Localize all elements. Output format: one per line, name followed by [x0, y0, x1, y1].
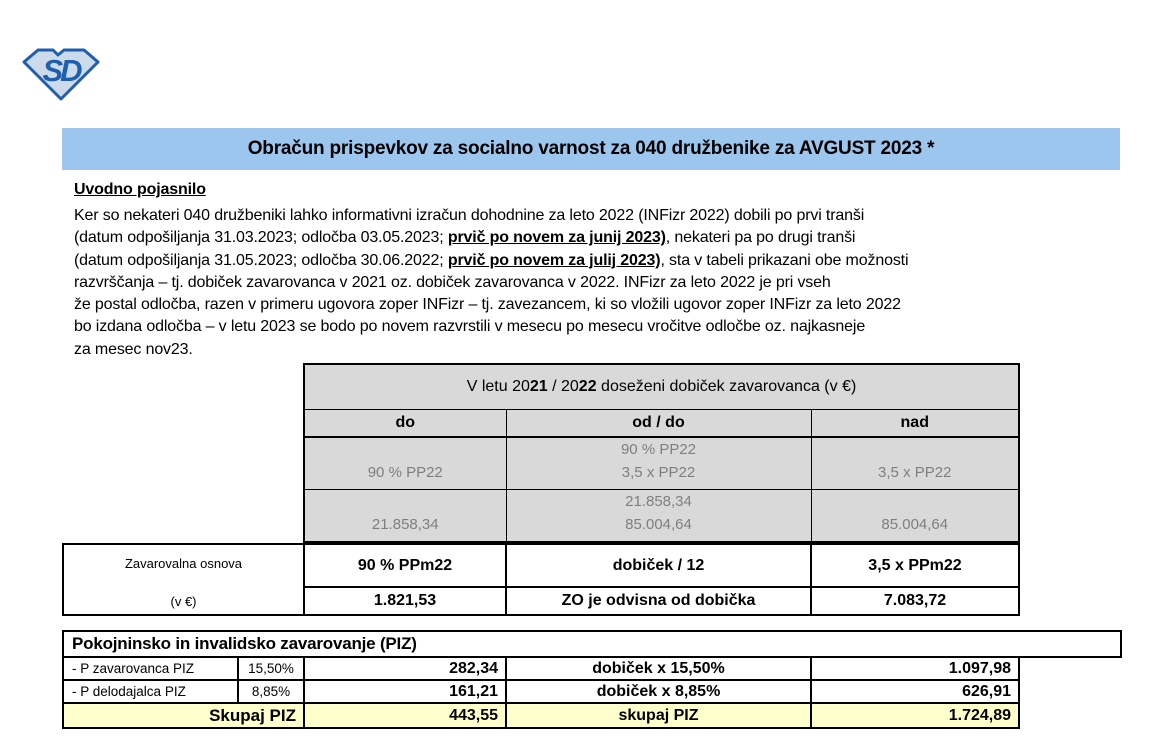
- document-title: Obračun prispevkov za socialno varnost za 040 družbenike za AVGUST 2023 *: [247, 138, 935, 159]
- header-text: / 20: [547, 377, 579, 395]
- header-bold: 22: [578, 377, 597, 395]
- intro-text: (datum odpošiljanja 31.05.2023; odločba 30.06.2022;: [74, 251, 448, 269]
- table-row: [304, 364, 1019, 409]
- intro-line: [74, 250, 908, 272]
- value-cell: 7.083,72: [811, 587, 1019, 615]
- piz-section-header: [62, 630, 1122, 658]
- header-bold: 21: [529, 377, 548, 395]
- formula-text: 3,5 x PP22: [878, 464, 952, 481]
- intro-line: [74, 272, 908, 294]
- intro-text: , nekateri pa po drugi tranši: [665, 229, 856, 247]
- piz-row-total: 1.097,98: [811, 657, 1019, 680]
- piz-row-label: - P delodajalca PIZ: [63, 680, 238, 703]
- formula-cell: 90 % PPm22: [304, 544, 506, 587]
- formula-cell: 3,5 x PPm22: [811, 544, 1019, 587]
- intro-text: (datum odpošiljanja 31.03.2023; odločba 03.05.2023;: [74, 229, 448, 247]
- piz-total-row: [63, 703, 1019, 728]
- formula-cell: dobiček / 12: [506, 544, 811, 587]
- profit-range-header-cell: [304, 364, 1019, 409]
- value-cell: [506, 490, 811, 543]
- table-row: [304, 437, 1019, 490]
- table-row: [304, 409, 1019, 437]
- value-text: 21.858,34: [371, 516, 439, 533]
- intro-line: [74, 227, 908, 249]
- logo-text: SD: [42, 53, 80, 88]
- value-text: 85.004,64: [881, 516, 949, 533]
- intro-text: za mesec nov23.: [74, 340, 193, 358]
- value-cell: [811, 490, 1019, 543]
- formula-text: 90 % PP22: [620, 441, 697, 458]
- piz-table: [62, 656, 1020, 729]
- table-row: [63, 680, 1019, 703]
- column-header-od-do: od / do: [506, 409, 811, 437]
- document-title-bar: [62, 128, 1120, 170]
- column-header-do: do: [304, 409, 506, 437]
- piz-row-rate: 8,85%: [238, 680, 304, 703]
- profit-range-table: [303, 363, 1020, 543]
- value-text: 21.858,34: [625, 493, 692, 510]
- insurance-base-unit: (v €): [170, 594, 197, 609]
- insurance-base-label-cell: [63, 544, 304, 615]
- formula-cell: [811, 437, 1019, 490]
- intro-text: , sta v tabeli prikazani obe možnosti: [660, 251, 909, 269]
- insurance-base-table: [62, 543, 1020, 616]
- value-cell: ZO je odvisna od dobička: [506, 587, 811, 615]
- formula-cell: [506, 437, 811, 490]
- piz-total-label: Skupaj PIZ: [63, 703, 304, 728]
- piz-row-value: 161,21: [304, 680, 506, 703]
- intro-text: že postal odločba, razen v primeru ugovora zoper INFizr – tj. zavezancem, ki so vložili ugovor zoper INFizr za leto 2022: [74, 296, 901, 314]
- piz-row-rate: 15,50%: [238, 657, 304, 680]
- header-text: V letu 20: [466, 377, 530, 395]
- table-row: [63, 544, 1019, 587]
- piz-row-total: 626,91: [811, 680, 1019, 703]
- intro-line: [74, 205, 908, 227]
- value-cell: [304, 490, 506, 543]
- intro-emphasis: prvič po novem za junij 2023): [447, 229, 666, 247]
- table-row: [304, 490, 1019, 543]
- header-text: doseženi dobiček zavarovanca (v €): [596, 377, 857, 395]
- table-row: [63, 657, 1019, 680]
- intro-text: Ker so nekateri 040 družbeniki lahko informativni izračun dohodnine za leto 2022 (INFizr 2022) dobili po prvi tranši: [74, 207, 865, 224]
- company-logo-sd-icon: [20, 45, 102, 103]
- intro-line: [74, 294, 908, 316]
- piz-row-value: 282,34: [304, 657, 506, 680]
- piz-total-formula: skupaj PIZ: [506, 703, 811, 728]
- intro-line: [74, 339, 908, 361]
- piz-row-label: - P zavarovanca PIZ: [63, 657, 238, 680]
- formula-text: 3,5 x PP22: [621, 464, 696, 481]
- value-cell: 1.821,53: [304, 587, 506, 615]
- intro-text: bo izdana odločba – v letu 2023 se bodo po novem razvrstili v mesecu po mesecu vročitve odločbe oz. najkasneje: [74, 318, 866, 336]
- intro-emphasis: prvič po novem za julij 2023): [447, 251, 661, 269]
- intro-line: [74, 316, 908, 338]
- piz-section-title: Pokojninsko in invalidsko zavarovanje (PIZ): [72, 634, 417, 653]
- insurance-base-label: Zavarovalna osnova: [124, 556, 243, 571]
- piz-total-grand: 1.724,89: [811, 703, 1019, 728]
- piz-row-formula: dobiček x 15,50%: [506, 657, 811, 680]
- piz-total-value: 443,55: [304, 703, 506, 728]
- intro-section: [74, 180, 908, 361]
- value-text: 85.004,64: [625, 516, 692, 533]
- formula-cell: [304, 437, 506, 490]
- intro-heading: Uvodno pojasnilo: [74, 181, 206, 198]
- piz-row-formula: dobiček x 8,85%: [506, 680, 811, 703]
- intro-text: razvrščanja – tj. dobiček zavarovanca v 2021 oz. dobiček zavarovanca v 2022. INFizr za leto 2022 je pri vseh: [74, 273, 831, 291]
- formula-text: 90 % PP22: [367, 464, 443, 481]
- column-header-nad: nad: [811, 409, 1019, 437]
